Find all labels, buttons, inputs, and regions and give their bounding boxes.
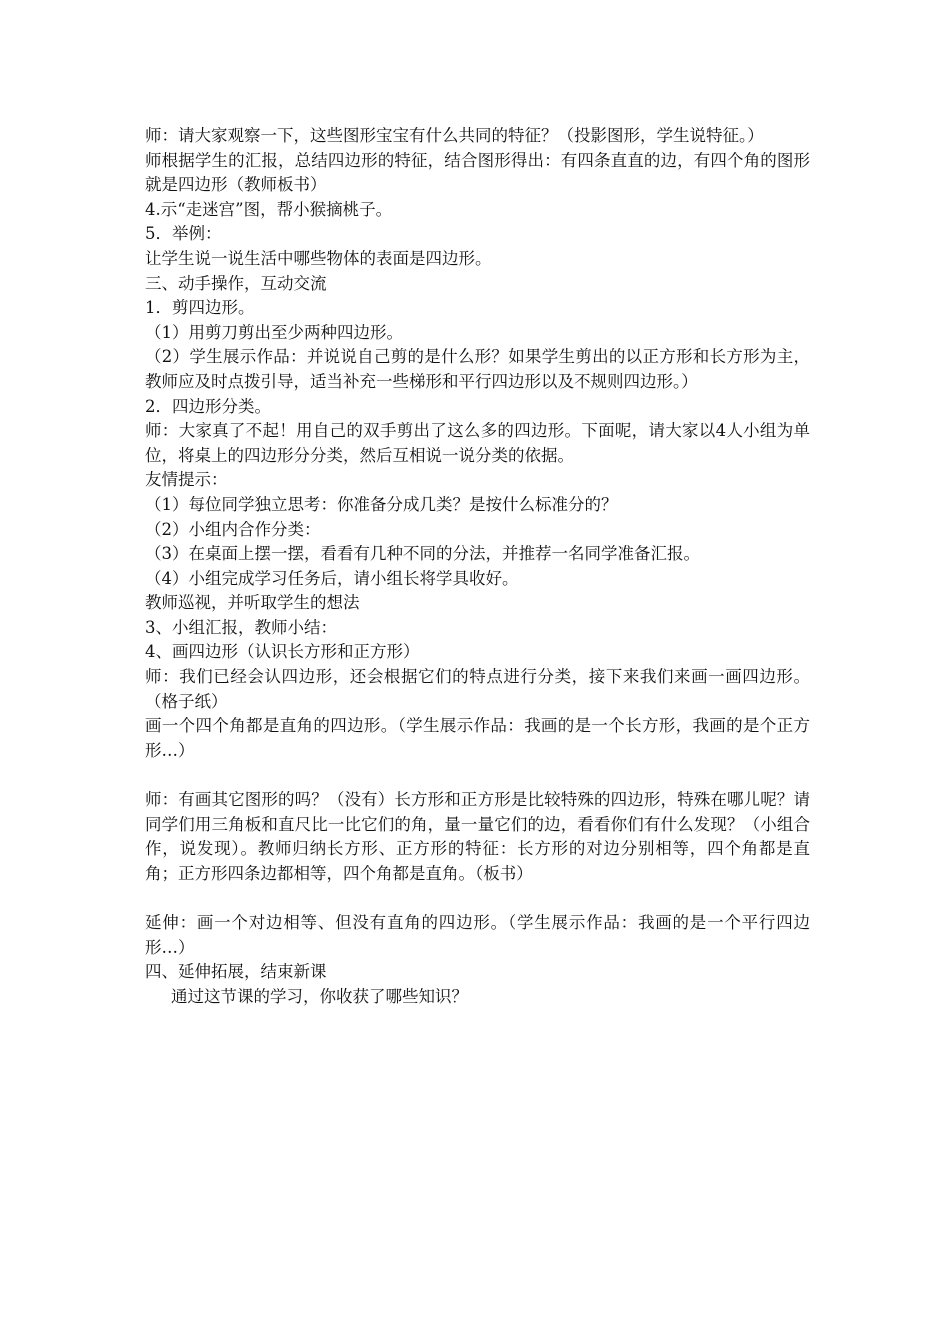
paragraph-tip-3: （3）在桌面上摆一摆，看看有几种不同的分法，并推荐一名同学准备汇报。 [145,544,700,564]
paragraph-draw-right-angles: 画一个四个角都是直角的四边形。（学生展示作品：我画的是一个长方形，我画的是个正方形…） [145,716,810,760]
blank-line [145,886,810,911]
paragraph-closing-question: 通过这节课的学习，你收获了哪些知识？ [171,986,468,1006]
paragraph-draw-intro: 师：我们已经会认四边形，还会根据它们的特点进行分类，接下来我们来画一画四边形。（格子纸） [145,667,810,711]
paragraph-tip-2: （2）小组内合作分类： [145,519,321,539]
paragraph-tips-heading: 友情提示： [145,470,228,490]
paragraph-teacher-patrol: 教师巡视，并听取学生的想法 [145,593,360,613]
lesson-plan-text [145,124,810,1009]
paragraph-tip-1: （1）每位同学独立思考：你准备分成几类？是按什么标准分的？ [145,494,618,514]
section-heading-hands-on: 三、动手操作，互动交流 [145,273,327,293]
paragraph-examples-heading: 5．举例： [145,224,222,244]
paragraph-cut-heading: 1．剪四边形。 [145,298,255,318]
paragraph-tip-4: （4）小组完成学习任务后，请小组长将学具收好。 [145,568,519,588]
paragraph-classify-heading: 2．四边形分类。 [145,396,271,416]
paragraph-examples: 让学生说一说生活中哪些物体的表面是四边形。 [145,248,492,268]
section-heading-extension: 四、延伸拓展，结束新课 [145,962,327,982]
paragraph-group-report: 3、小组汇报，教师小结： [145,617,337,637]
paragraph-observe-features: 师：请大家观察一下，这些图形宝宝有什么共同的特征？（投影图形，学生说特征。） [145,126,764,145]
paragraph-extension-draw: 延伸：画一个对边相等、但没有直角的四边形。（学生展示作品：我画的是一个平行四边形…） [145,913,810,957]
paragraph-cut-step-2: （2）学生展示作品：并说说自己剪的是什么形？如果学生剪出的以正方形和长方形为主，教师应及时点拨引导，适当补充一些梯形和平行四边形以及不规则四边形。） [145,347,810,391]
blank-line [145,763,810,788]
paragraph-draw-heading: 4、画四边形（认识长方形和正方形） [145,642,420,662]
paragraph-classify-instructions: 师：大家真了不起！用自己的双手剪出了这么多的四边形。下面呢，请大家以4人小组为单位，将桌上的四边形分分类，然后互相说一说分类的依据。 [145,421,810,465]
paragraph-rectangle-square-features: 师：有画其它图形的吗？（没有）长方形和正方形是比较特殊的四边形，特殊在哪儿呢？请同学们用三角板和直尺比一比它们的角，量一量它们的边，看看你们有什么发现？（小组合作，说发现）。教师归纳长方形、正方形的特征：长方形的对边分别相等，四个角都是直角；正方形四条边都相等，四个角都是直角。（板书） [145,790,810,883]
paragraph-maze: 4.示“走迷宫”图，帮小猴摘桃子。 [145,199,393,219]
paragraph-cut-step-1: （1）用剪刀剪出至少两种四边形。 [145,322,403,342]
paragraph-summary-quadrilateral: 师根据学生的汇报，总结四边形的特征，结合图形得出：有四条直直的边，有四个角的图形就是四边形（教师板书） [145,150,810,195]
